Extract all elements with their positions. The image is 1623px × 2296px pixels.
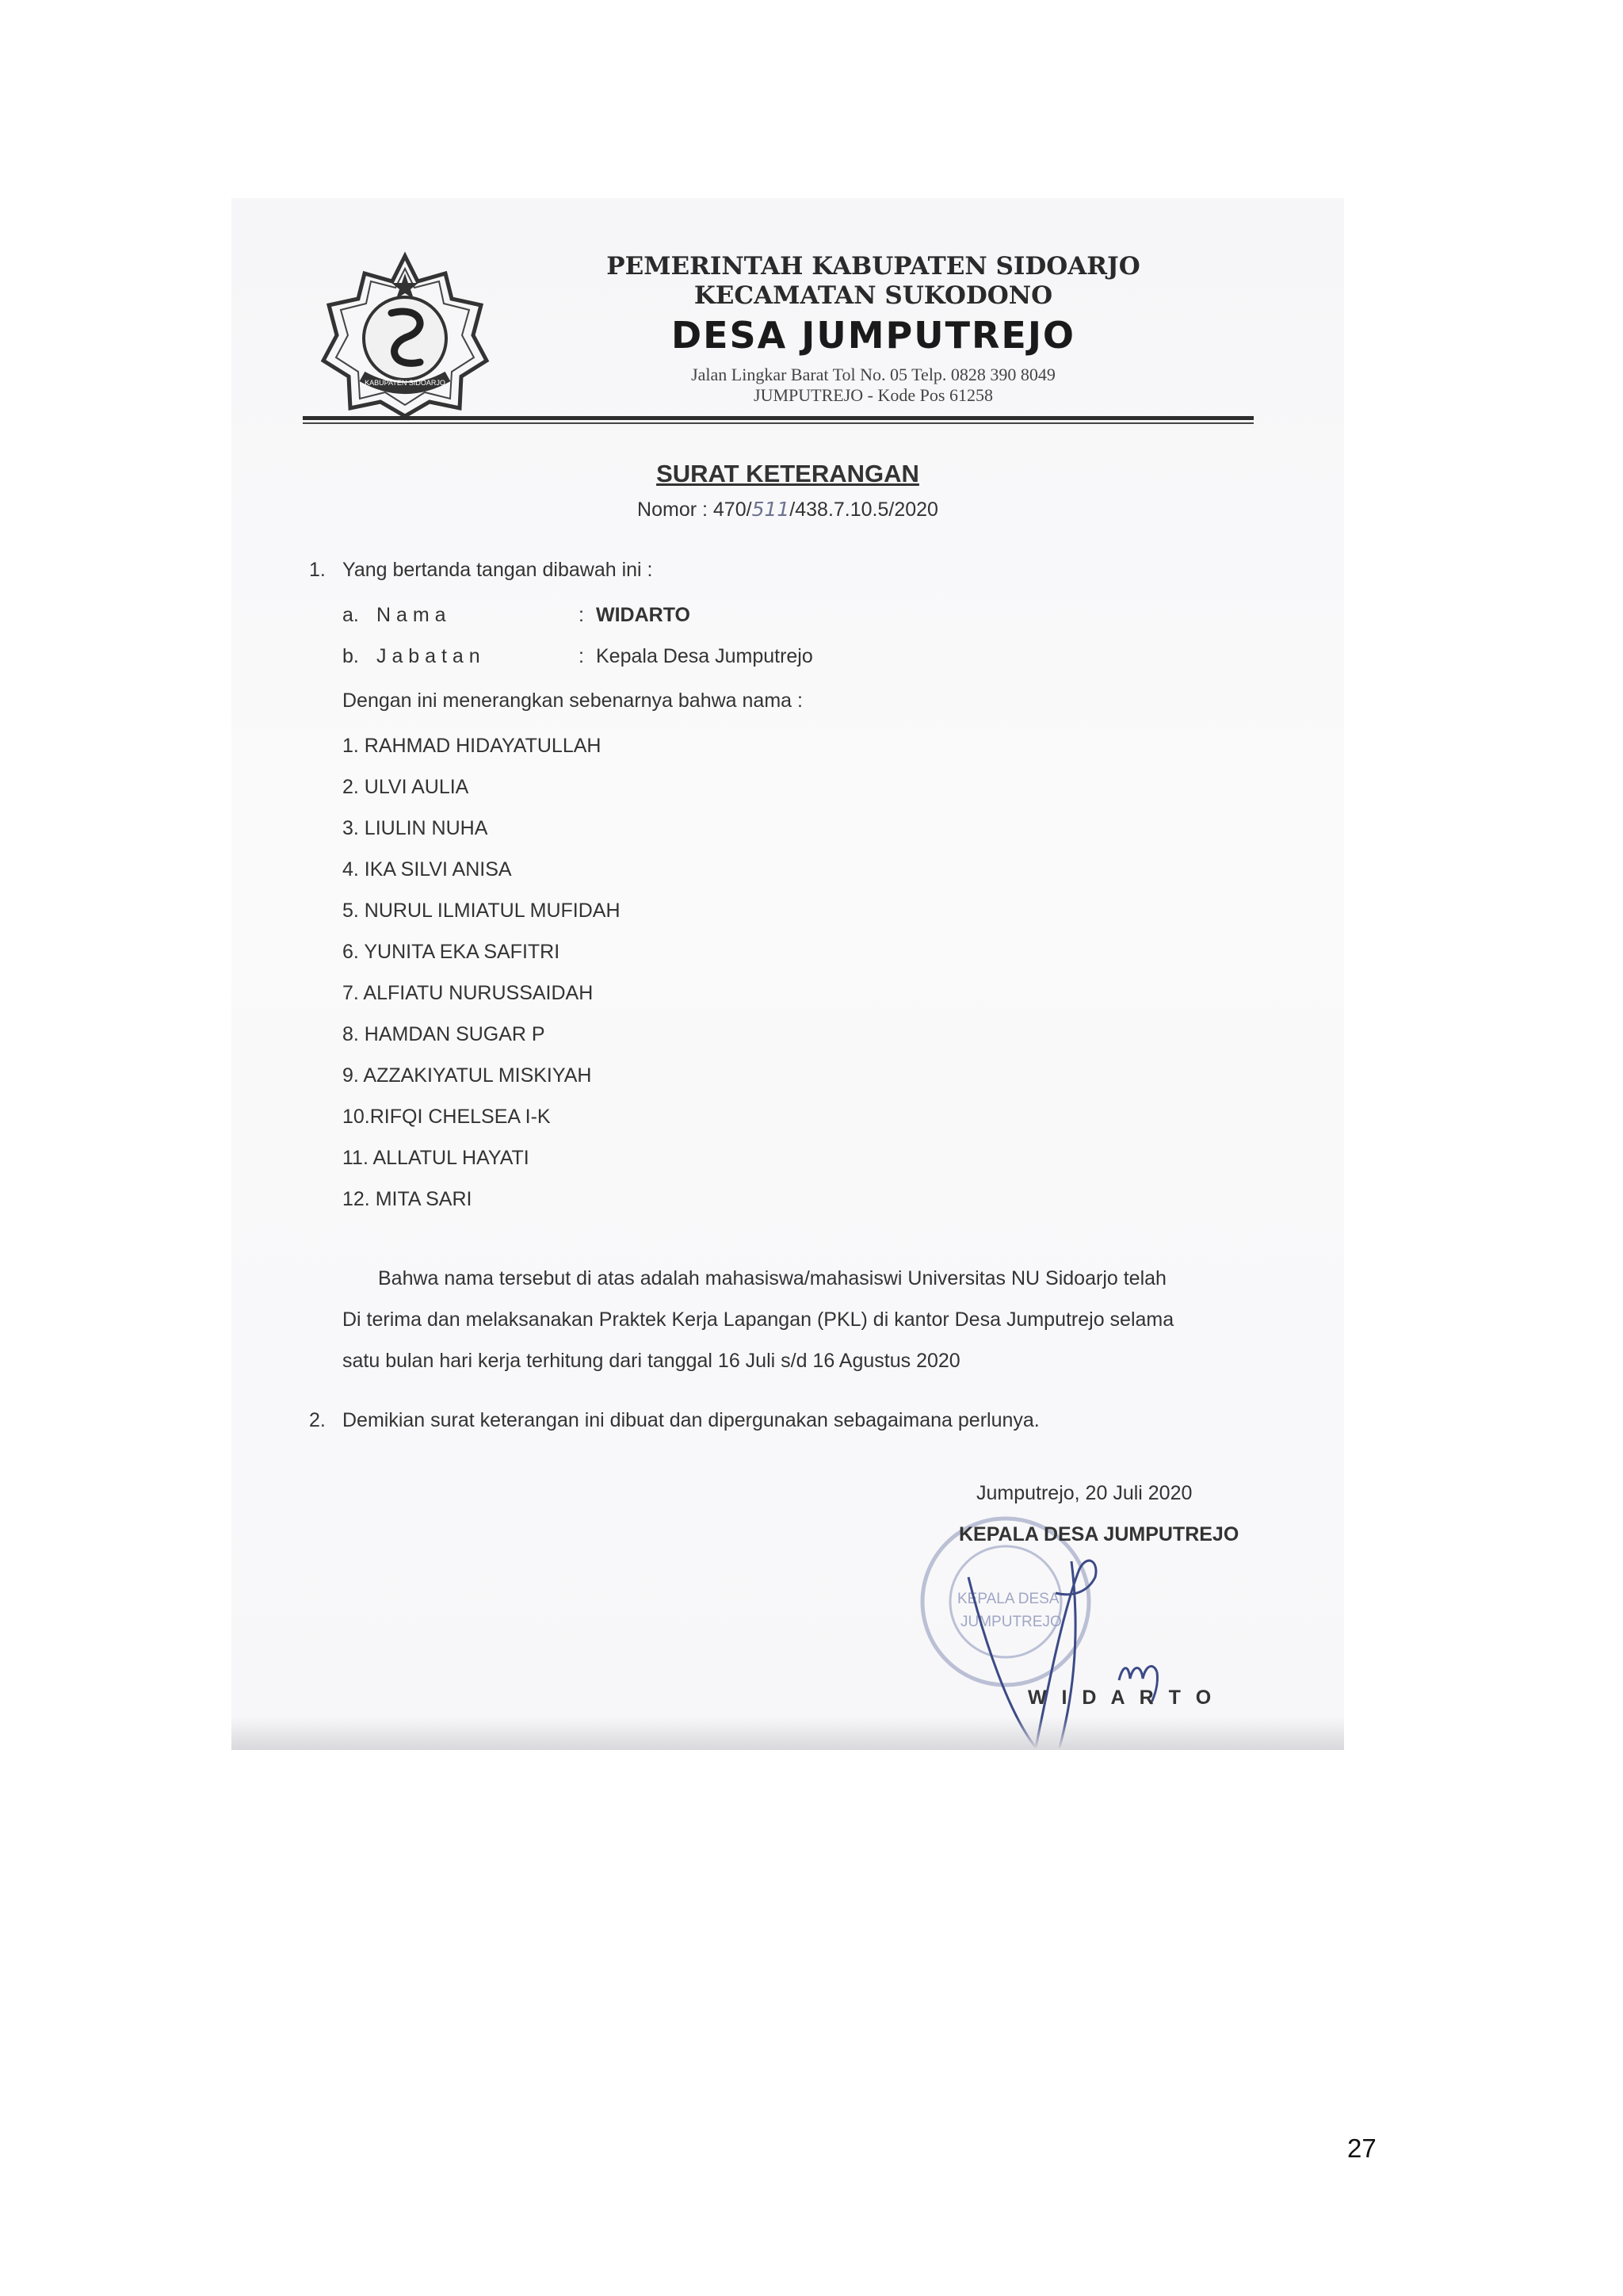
field-name-label: N a m a xyxy=(376,604,446,626)
paragraph-line-3: satu bulan hari kerja terhitung dari tanggal 16 Juli s/d 16 Agustus 2020 xyxy=(342,1350,960,1372)
stamp-line-2: JUMPUTREJO xyxy=(960,1614,1062,1630)
letterhead-rule-thin xyxy=(303,422,1254,424)
signatory-name: W I D A R T O xyxy=(1028,1687,1216,1709)
document-number xyxy=(231,498,1344,521)
page-number: 27 xyxy=(1347,2134,1377,2163)
field-name-value: WIDARTO xyxy=(596,604,690,626)
statement-line: Dengan ini menerangkan sebenarnya bahwa nama : xyxy=(342,690,803,712)
list-item: 4. IKA SILVI ANISA xyxy=(342,858,512,881)
section-1-marker: 1. xyxy=(309,559,326,581)
stamp-line-1: KEPALA DESA xyxy=(957,1591,1060,1607)
scanned-letter xyxy=(231,198,1344,1750)
scan-edge-shadow xyxy=(231,1717,1344,1750)
signatory-position: KEPALA DESA JUMPUTREJO xyxy=(959,1523,1239,1545)
section-2-marker: 2. xyxy=(309,1409,326,1431)
list-item: 7. ALFIATU NURUSSAIDAH xyxy=(342,982,594,1004)
list-item: 3. LIULIN NUHA xyxy=(342,817,488,839)
field-name-letter: a. xyxy=(342,604,359,626)
district-name: KECAMATAN SUKODONO xyxy=(693,281,1053,310)
regency-crest-icon xyxy=(319,250,491,418)
list-item: 5. NURUL ILMIATUL MUFIDAH xyxy=(342,900,621,922)
list-item: 2. ULVI AULIA xyxy=(342,776,469,798)
paragraph-line-2: Di terima dan melaksanakan Praktek Kerja Lapangan (PKL) di kantor Desa Jumputrejo selama xyxy=(342,1308,1174,1331)
number-suffix: /438.7.10.5/2020 xyxy=(789,499,938,521)
field-position-label: J a b a t a n xyxy=(376,645,480,667)
list-item: 9. AZZAKIYATUL MISKIYAH xyxy=(342,1064,592,1087)
section-2-text: Demikian surat keterangan ini dibuat dan dipergunakan sebagaimana perlunya. xyxy=(342,1409,1040,1431)
list-item: 12. MITA SARI xyxy=(342,1188,472,1210)
field-position-letter: b. xyxy=(342,645,359,667)
village-name: DESA JUMPUTREJO xyxy=(670,314,1076,357)
letterhead-rule-thick xyxy=(303,416,1254,420)
list-item: 8. HAMDAN SUGAR P xyxy=(342,1023,545,1045)
field-name-colon: : xyxy=(579,604,584,626)
number-handwritten: 511 xyxy=(751,498,790,521)
list-item: 11. ALLATUL HAYATI xyxy=(342,1147,529,1169)
list-item: 1. RAHMAD HIDAYATULLAH xyxy=(342,735,601,757)
address-line-1: Jalan Lingkar Barat Tol No. 05 Telp. 0828 390 8049 xyxy=(691,365,1056,384)
list-item: 10.RIFQI CHELSEA I-K xyxy=(342,1106,551,1128)
svg-text:KABUPATEN SIDOARJO: KABUPATEN SIDOARJO xyxy=(365,379,445,387)
field-position-colon: : xyxy=(579,645,584,667)
government-name: PEMERINTAH KABUPATEN SIDOARJO xyxy=(606,252,1140,281)
section-1-intro: Yang bertanda tangan dibawah ini : xyxy=(342,559,653,581)
list-item: 6. YUNITA EKA SAFITRI xyxy=(342,941,560,963)
paragraph-line-1: Bahwa nama tersebut di atas adalah mahasiswa/mahasiswi Universitas NU Sidoarjo telah xyxy=(378,1267,1167,1289)
field-position-value: Kepala Desa Jumputrejo xyxy=(596,645,813,667)
number-prefix: Nomor : 470/ xyxy=(637,499,752,521)
document-title: SURAT KETERANGAN xyxy=(656,460,919,487)
place-date: Jumputrejo, 20 Juli 2020 xyxy=(976,1482,1193,1504)
address-line-2: JUMPUTREJO - Kode Pos 61258 xyxy=(754,385,993,405)
